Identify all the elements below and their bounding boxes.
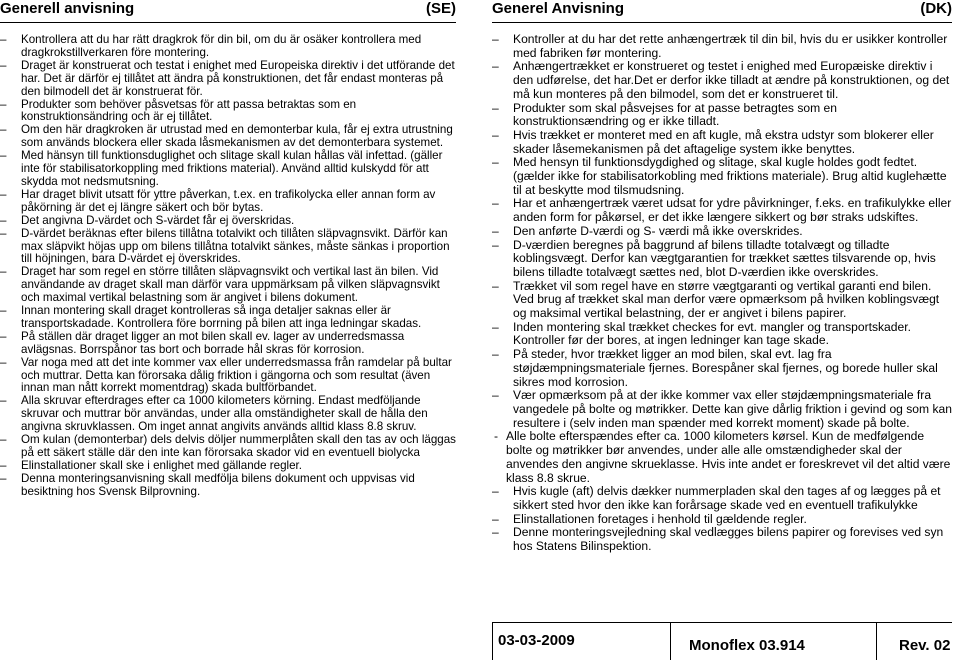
left-list-item: [0, 150, 456, 189]
bullet-dash-icon: –: [0, 329, 7, 343]
right-list-item: [492, 197, 952, 224]
footer-document-id: Monoflex 03.914: [689, 637, 805, 654]
bullet-dash-icon: –: [0, 226, 7, 240]
right-list-item: [492, 60, 952, 101]
bullet-dash-icon: –: [492, 237, 499, 252]
bullet-dash-icon: –: [492, 155, 499, 170]
right-list-item: [492, 513, 952, 527]
bullet-dash-icon: –: [492, 59, 499, 74]
left-item-text: Om den här dragkroken är utrustad med en demonterbar kula, får ej extra utrustning som används blockera eller skada låsmekanismen av det demonterbara systemet.: [21, 123, 453, 150]
bullet-dash-icon: –: [0, 355, 7, 369]
right-column: [492, 0, 952, 554]
right-list-item: [492, 129, 952, 156]
left-item-text: Var noga med att det inte kommer vax eller underredsmassa från ramdelar på bultar och muttrar. Detta kan förorsaka dålig friktion i gängorna och som resultat (även innan man nått korrekt momentdrag) skada bultförbandet.: [21, 355, 452, 395]
left-list-item: [0, 228, 456, 267]
right-item-text: Alle bolte efterspændes efter ca. 1000 kilometers kørsel. Kun de medfølgende bolte og møtrikker bør anvendes, under alle alle omstændigheder skal der anvendes den angivne skrueklasse. Hvis inte andet er foreskrevet vil det altid være klass 8.8 skrue.: [506, 429, 951, 485]
bullet-dash-icon: –: [492, 127, 499, 142]
left-item-text: Innan montering skall draget kontrolleras så inga detaljer saknas eller är transportskadade. Kontrollera före borrning på bilen att inga ledningar skadas.: [21, 304, 422, 330]
right-item-text: Denne monteringsvejledning skal vedlægges bilens papirer og forevises ved syn hos Statens Bilinspektion.: [513, 525, 944, 554]
bullet-dash-icon: –: [492, 319, 499, 334]
bullet-dash-icon: –: [492, 223, 499, 238]
bullet-dash-icon: –: [0, 58, 7, 72]
left-item-text: På ställen där draget ligger an mot bilen skall ev. lager av underredsmassa avlägsnas. Borrspånor tas bort och borrade hål skras för korrosion.: [21, 329, 405, 356]
right-list-item: [492, 348, 952, 389]
left-item-text: Det angivna D-värdet och S-värdet får ej överskridas.: [21, 213, 295, 227]
left-list-item: [0, 331, 456, 357]
right-item-text: Har et anhængertræk været udsat for ydre påvirkninger, f.eks. en trafikulykke eller anden form for påkørsel, er det ikke længere sikkert og bør straks udskiftes.: [513, 196, 952, 225]
bullet-dash-icon: –: [492, 32, 499, 46]
right-list-item: [492, 33, 952, 60]
right-item-text: Hvis kugle (aft) delvis dækker nummerpladen skal den tages af og lægges på et sikkert sted hvor den ikke kan forårsage skade ved en eventuell trafikulykke: [513, 484, 941, 512]
footer-left-border: [492, 622, 493, 660]
left-header: [0, 0, 456, 22]
bullet-dash-icon: –: [0, 213, 7, 227]
bullet-dash-icon: -: [494, 429, 499, 444]
bullet-dash-icon: –: [0, 394, 7, 408]
bullet-dash-icon: –: [0, 265, 7, 279]
bullet-dash-icon: –: [0, 123, 7, 137]
right-instruction-list: [492, 33, 952, 554]
footer-top-border: [492, 622, 952, 623]
left-item-text: Om kulan (demonterbar) dels delvis döljer nummerplåten skall den tas av och läggas på ett säkert ställe där den inte kan förorsaka skador vid en eventuell biolycka: [21, 433, 456, 459]
left-column: [0, 0, 456, 499]
left-list-item: [0, 99, 456, 125]
bullet-dash-icon: –: [492, 347, 499, 362]
bullet-dash-icon: –: [492, 484, 499, 499]
bullet-dash-icon: –: [492, 278, 499, 293]
left-item-text: D-värdet beräknas efter bilens tillåtna totalvikt och tillåten släpvagnsvikt. Därför kan max släpvikt höjas upp om bilens tillåtna totalvikt sänkes, måste sänkas i proportion till höjningen, bara D-värdet ej överskrides.: [21, 226, 450, 266]
bullet-dash-icon: –: [492, 388, 499, 403]
left-item-text: Produkter som behöver påsvetsas för att passa betraktas som en konstruktionsändring och är ej tillåtet.: [21, 97, 357, 124]
left-list-item: [0, 395, 456, 434]
bullet-dash-icon: –: [0, 304, 7, 318]
left-list-item: [0, 473, 456, 499]
right-item-text: Produkter som skal påsvejses for at passe betragtes som en konstruktionsændring og er ikke tilladt.: [513, 100, 837, 129]
left-list-item: [0, 434, 456, 460]
left-instruction-list: [0, 34, 456, 499]
left-item-text: Elinstallationer skall ske i enlighet med gällande regler.: [21, 458, 302, 472]
left-list-item: [0, 266, 456, 305]
left-item-text: Kontrollera att du har rätt dragkrok för din bil, om du är osäker kontrollera med dragkrokstillverkaren före montering.: [21, 33, 422, 59]
left-language-code: (SE): [426, 0, 456, 17]
right-item-text: Den anførte D-værdi og S- værdi må ikke overskrides.: [513, 223, 803, 238]
right-language-code: (DK): [920, 0, 952, 17]
right-item-text: D-værdien beregnes på baggrund af bilens tilladte totalvægt og tilladte koblingsvægt. Derfor kan vægtgarantien for trækket sættes tilsvarende op, hvis bilens tilladte totalvægt sættes ned, blot D-værdien ikke overskrides.: [513, 237, 936, 279]
footer-date: 03-03-2009: [498, 632, 575, 649]
left-list-item: [0, 60, 456, 99]
footer-table: [492, 622, 952, 660]
bullet-dash-icon: –: [492, 511, 499, 526]
right-list-item: [492, 389, 952, 430]
bullet-dash-icon: –: [492, 196, 499, 211]
bullet-dash-icon: –: [492, 525, 499, 540]
left-list-item: [0, 357, 456, 396]
bullet-dash-icon: –: [0, 471, 7, 485]
left-item-text: Alla skruvar efterdrages efter ca 1000 kilometers körning. Endast medföljande skruvar och muttrar bör användas, under alla omständigheter skall de hålla den angivna skruvklassen. Om inget annat angivits används alltid klass 8.8 skruv.: [21, 394, 428, 434]
bullet-dash-icon: –: [0, 97, 7, 111]
left-list-item: [0, 189, 456, 215]
left-item-text: Draget har som regel en större tillåten släpvagnsvikt och vertikal last än bilen. Vid användande av draget skall man därför vara uppmärksam på vilken släpvagnsvikt och maximal vertikal belastning som är angivet i bilens dokument.: [21, 265, 440, 305]
footer-divider-2: [876, 622, 877, 660]
right-header-rule: [492, 22, 952, 23]
left-item-text: Denna monteringsanvisning skall medfölja bilens dokument och uppvisas vid besiktning hos Svensk Bilprovning.: [21, 471, 415, 498]
right-item-text: Med hensyn til funktionsdygdighed og slitage, skal kugle holdes godt fedtet. (gælder ikke for stabilisatorkobling med friktions materiale). Brug altid kuglehætte til at beskytte mod tilsmudsning.: [513, 155, 947, 197]
right-list-item: [492, 156, 952, 197]
left-heading: Generell anvisning: [0, 0, 135, 17]
right-list-item: [492, 280, 952, 321]
right-list-item: [492, 239, 952, 280]
left-list-item: [0, 305, 456, 331]
footer-divider-1: [670, 622, 671, 660]
bullet-dash-icon: –: [0, 149, 7, 163]
right-item-text: Kontroller at du har det rette anhængertræk til din bil, hvis du er usikker kontroller med fabriken før montering.: [513, 32, 948, 60]
right-item-text: Anhængertrækket er konstrueret og testet i enighed med Europæiske direktiv i den udførelse, det har.Det er derfor ikke tilladt at ændre på konstruktionen, og det må kun monteres på den bilmodel, som det er konstrueret til.: [513, 59, 950, 101]
right-item-text: Elinstallationen foretages i henhold til gældende regler.: [513, 511, 807, 526]
right-list-item: [492, 526, 952, 553]
bullet-dash-icon: –: [0, 33, 7, 46]
right-list-item: [492, 225, 952, 239]
left-item-text: Har draget blivit utsatt för yttre påverkan, t.ex. en trafikolycka eller annan form av påkörning är det ej längre säkert och bör bytas.: [21, 187, 436, 214]
left-item-text: Med hänsyn till funktionsduglighet och slitage skall kulan hållas väl infettad. (gäller inte för stabilisatorkoppling med friktions material). Använd alltid kulskydd för att skydda mot nedsmutsning.: [21, 149, 443, 188]
right-list-item: [492, 321, 952, 348]
left-header-rule: [0, 22, 456, 23]
right-item-text: Trækket vil som regel have en større vægtgaranti og vertikal garanti end bilen. Ved brug af trækket skal man derfor være opmærksom på hvilken koblingsvægt og maksimal vertikal belastning, der er angivet i bilens papirer.: [513, 278, 940, 321]
right-item-text: Vær opmærksom på at der ikke kommer vax eller støjdæmpningsmateriale fra vangedele på bolte og møtrikker. Dette kan give dårlig friktion i gevind og som kan resultere i (selv inden man spænder med korrekt moment) skade på bolte.: [513, 388, 952, 430]
right-item-text: Hvis trækket er monteret med en aft kugle, må ekstra udstyr som blokerer eller skader låsemekanismen på det aftagelige system ikke benyttes.: [513, 127, 934, 156]
right-header: [492, 0, 952, 22]
left-list-item: [0, 34, 456, 60]
left-item-text: Draget är konstruerat och testat i enighet med Europeiska direktiv i det utförande det har. Det är därför ej tillåtet att ändra på konstruktionen, det får endast monteras på den bilmodell det är konstruerat för.: [21, 58, 455, 98]
right-item-text: Inden montering skal trækket checkes for evt. mangler og transportskader. Kontroller før der bores, at ingen ledninger kan tage skade.: [513, 319, 911, 348]
right-list-item: [492, 430, 952, 485]
right-item-text: På steder, hvor trækket ligger an mod bilen, skal evt. lag fra støjdæmpningsmateriale fjernes. Borespåner skal fjernes, og borede huller skal sikres mod korrosion.: [513, 347, 938, 389]
right-heading: Generel Anvisning: [492, 0, 624, 17]
right-list-item: [492, 485, 952, 512]
right-list-item: [492, 102, 952, 129]
bullet-dash-icon: –: [0, 458, 7, 472]
bullet-dash-icon: –: [0, 187, 7, 201]
bullet-dash-icon: –: [492, 100, 499, 115]
left-list-item: [0, 124, 456, 150]
bullet-dash-icon: –: [0, 433, 7, 447]
footer-revision: Rev. 02: [899, 637, 951, 654]
